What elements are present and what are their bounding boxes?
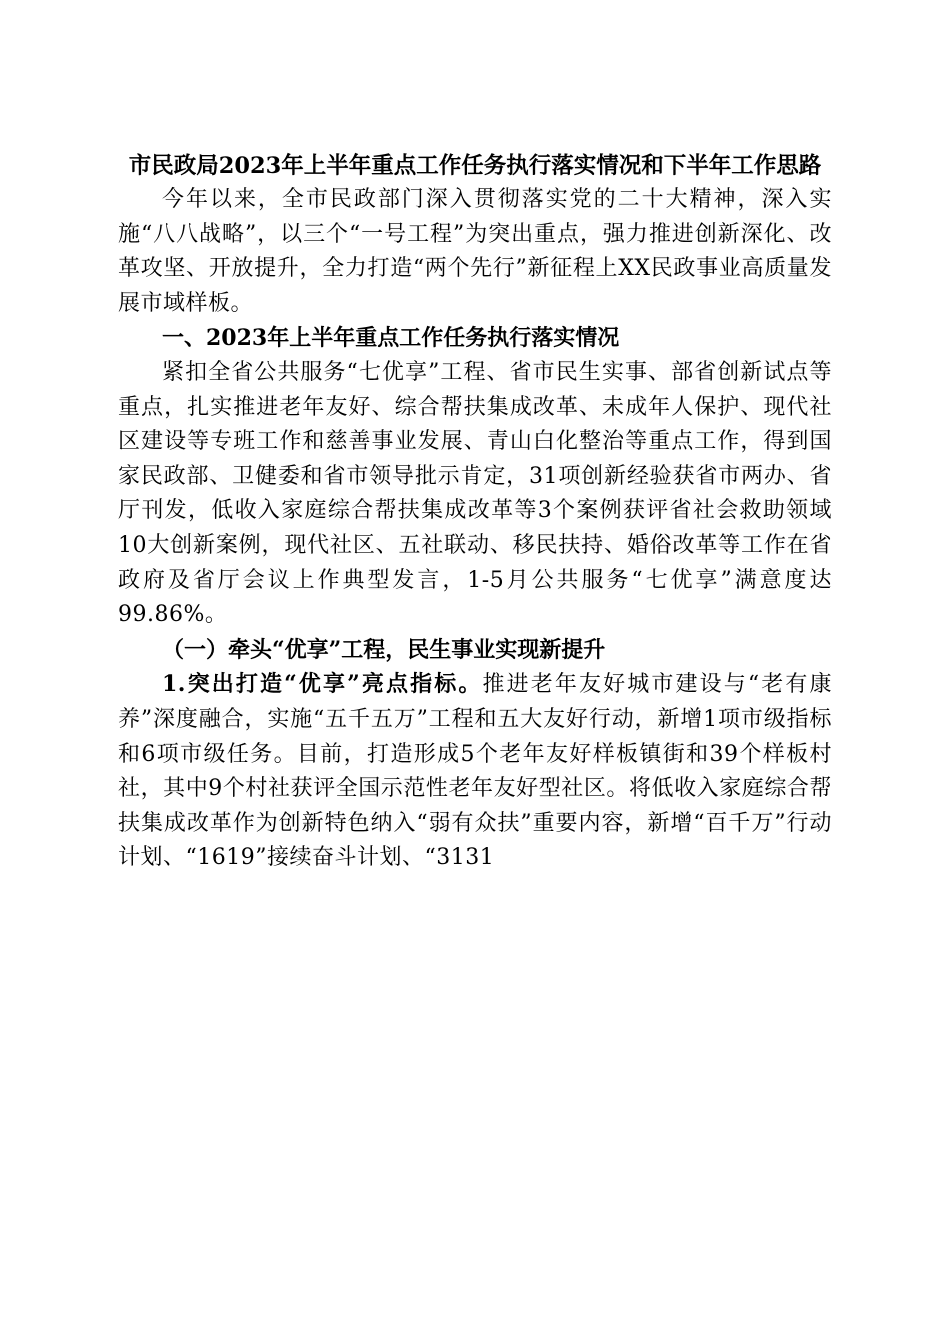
section-body-paragraph: 紧扣全省公共服务“七优享”工程、省市民生实事、部省创新试点等重点，扎实推进老年友好、综合帮扶集成改革、未成年人保护、现代社区建设等专班工作和慈善事业发展、青山白化整治等重点工作，得到国家民政部、卫健委和省市领导批示肯定，31项创新经验获省市两办、省厅刊发，低收入家庭综合帮扶集成改革等3个案例获评省社会救助领域10大创新案例，现代社区、五社联动、移民扶持、婚俗改革等工作在省政府及省厅会议上作典型发言，1-5月公共服务“七优享”满意度达99.86%。 bbox=[118, 359, 832, 628]
intro-paragraph: 今年以来，全市民政部门深入贯彻落实党的二十大精神，深入实施“八八战略”，以三个“一号工程”为突出重点，强力推进创新深化、改革攻坚、开放提升，全力打造“两个先行”新征程上XX民政事业高质量发展市域样板。 bbox=[118, 187, 832, 316]
item-body-text: 推进老年友好城市建设与“老有康养”深度融合，实施“五千五万”工程和五大友好行动，新增1项市级指标和6项市级任务。目前，打造形成5个老年友好样板镇街和39个样板村社，其中9个村社获评全国示范性老年友好型社区。将低收入家庭综合帮扶集成改革作为创新特色纳入“弱有众扶”重要内容，新增“百千万”行动计划、“1619”接续奋斗计划、“3131 bbox=[118, 672, 832, 871]
item-lead-text: 1.突出打造“优享”亮点指标。 bbox=[162, 671, 483, 698]
document-page bbox=[118, 150, 832, 876]
document-title: 市民政局2023年上半年重点工作任务执行落实情况和下半年工作思路 bbox=[128, 153, 822, 179]
section-heading: 一、2023年上半年重点工作任务执行落实情况 bbox=[162, 325, 620, 352]
item-paragraph bbox=[118, 667, 832, 876]
subsection-heading: （一）牵头“优享”工程，民生事业实现新提升 bbox=[162, 636, 606, 663]
